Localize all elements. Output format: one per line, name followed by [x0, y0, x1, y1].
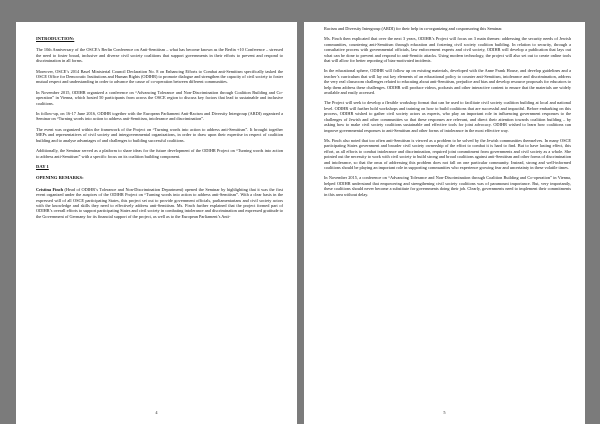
paragraph: The Project will seek to develop a flexible workshop format that can be used to facilitate civil society coalition building at local and national level. ODIHR will further hold workshops and training on how to build coalitions that are successful and impactful. Before embarking on this process, ODIHR wished to gather civil society actors as experts, who play an important role in influencing government responses to the challenges of Jewish and other communities so that these responses are relevant, and direct their attention towards coalition building – by asking how to make civil society coalitions sustainable and effective tools for joint advocacy. ODIHR wished to learn how coalitions can improve governmental responses to anti-Semitism and other forms of intolerance in the most effective way.	[324, 100, 571, 133]
paragraph: Ms. Finch also noted that too often anti-Semitism is viewed as a problem to be solved by the Jewish communities themselves. In many OSCE participating States government and broader civil society ownership of the effort to combat it is hard to find. But to have lasting effect, this effort, as all efforts to combat intolerance and discrimination, required joint commitment from governments and civil society as a whole. She pointed out the necessity to work with civil society to build strong and broad coalitions against anti-Semitism and other forms of discrimination and intolerance, so that the onus of addressing this problem does not fall on one particular community. Instead, strong and well-informed coalitions should be playing an important role in supporting communities who experience growing fear and uncertainty in these volatile times.	[324, 137, 571, 170]
left-page	[16, 22, 297, 424]
paragraph: Racism and Diversity Intergroup (ARDI) for their help in co-organizing and cosponsoring this Seminar.	[324, 26, 503, 31]
right-page	[304, 22, 585, 424]
paragraph: In the educational sphere, ODIHR will follow up on existing materials, developed with the Anne Frank House, and develop guidelines and a teacher’s curriculum that will lay out key elements of an educational policy to counter anti-Semitism, intolerance and discrimination, address the very real classroom challenges related to educating about anti-Semitism, prejudice and bias and develop resource proposals for educators to help them address these challenges. ODIHR will produce videos, podcasts and other interactive content to ensure that the materials are widely available and easily accessed.	[324, 68, 571, 96]
paragraph: In follow-up, on 16-17 June 2016, ODIHR together with the European Parliament Anti-Racism and Diversity Intergroup (ARDI) organized a Seminar on “Turning words into action to address anti-Semitism, intolerance and discrimination”.	[36, 111, 283, 122]
paragraph: The event was organized within the framework of the Project on “Turning words into action to address anti-Semitism”. It brought together MEPs and representatives of civil society and intergovernmental organizations, in order to draw upon their expertise in respect of coalition building and to analyse advantages of and challenges to building successful coalitions.	[36, 126, 283, 143]
paragraph: The 10th Anniversary of the OSCE’s Berlin Conference on Anti-Semitism – what has become known as the Berlin +10 Conference – stressed the need to foster broad, inclusive and diverse civil society coalitions that support governments in their efforts to prevent and respond to discrimination in all forms.	[36, 47, 283, 64]
page-number: 5	[443, 410, 446, 415]
paragraph: Additionally, the Seminar served as a platform to share ideas for the future development of the ODIHR Project on “Turning words into action to address anti-Semitism” with a specific focus on its coalition building component.	[36, 148, 283, 159]
right-page-content	[324, 26, 571, 406]
speaker-name: Cristina Finch	[36, 186, 64, 192]
paragraph: Moreover, OSCE’s 2014 Basel Ministerial Council Declaration No. 8 on Enhancing Efforts to Combat anti-Semitism specifically tasked the OSCE Office for Democratic Institutions and Human Rights (ODIHR) to promote dialogue and strengthen the capacity of civil society to foster mutual respect and understanding in order to advance the cause of co-operation between different communities.	[36, 68, 283, 85]
paragraph: In November 2015, a conference on “Advancing Tolerance and Non-Discrimination through Coalition Building and Co-operation” in Vienna, helped ODIHR understand that empowering and strengthening civil society coalitions was of paramount importance. But, very importantly, these coalitions should never become a substitute for governments doing their job. Clearly, governments need to implement their commitments in this area without delay.	[324, 175, 571, 197]
page-number: 4	[155, 410, 158, 415]
introduction-heading: INTRODUCTION:	[36, 36, 75, 41]
paragraph: In November 2015, ODIHR organized a conference on “Advancing Tolerance and Non-Discrimination through Coalition Building and Co-operation” in Vienna, which hosted 50 participants from across the OSCE region to discuss key factors that lead to sustainable and inclusive coalitions.	[36, 89, 283, 106]
paragraph: Ms. Finch then explicated that over the next 3 years, ODIHR’s Project will focus on 3 main themes: addressing the security needs of Jewish communities, countering anti-Semitism through education and fostering civil society coalition building. In relation to security, through a consultative process with governmental officials, law enforcement experts and civil society, ODIHR will develop a publication that lays out what can be done to prevent and respond to anti-Semitic attacks. Using modern technology, the project will also set out to create online tools that will allow for better reporting of bias-motivated incidents.	[324, 36, 571, 64]
day-heading: DAY 1	[36, 163, 49, 169]
opening-paragraph	[36, 187, 283, 219]
opening-text: (Head of ODIHR’s Tolerance and Non-Discrimination Department) opened the Seminar by highlighting that it was the first event organized under the auspices of the ODIHR Project on “Turning words into action to address anti-Semitism”. With a clear basis in the expressed will of all OSCE participating States, this project set out to provide government officials, parliamentarians and civil society actors with the knowledge and skills they need to effectively address anti-Semitism. Ms. Finch further explained that the project formed part of ODIHR’s overall efforts to support participating States and civil society in combating intolerance and discrimination and expressed gratitude to the Government of Germany for its financial support of the project, as well as to the European Parliament’s Anti-	[36, 186, 283, 219]
left-page-content	[36, 36, 283, 406]
opening-remarks-heading: OPENING REMARKS:	[36, 175, 84, 181]
